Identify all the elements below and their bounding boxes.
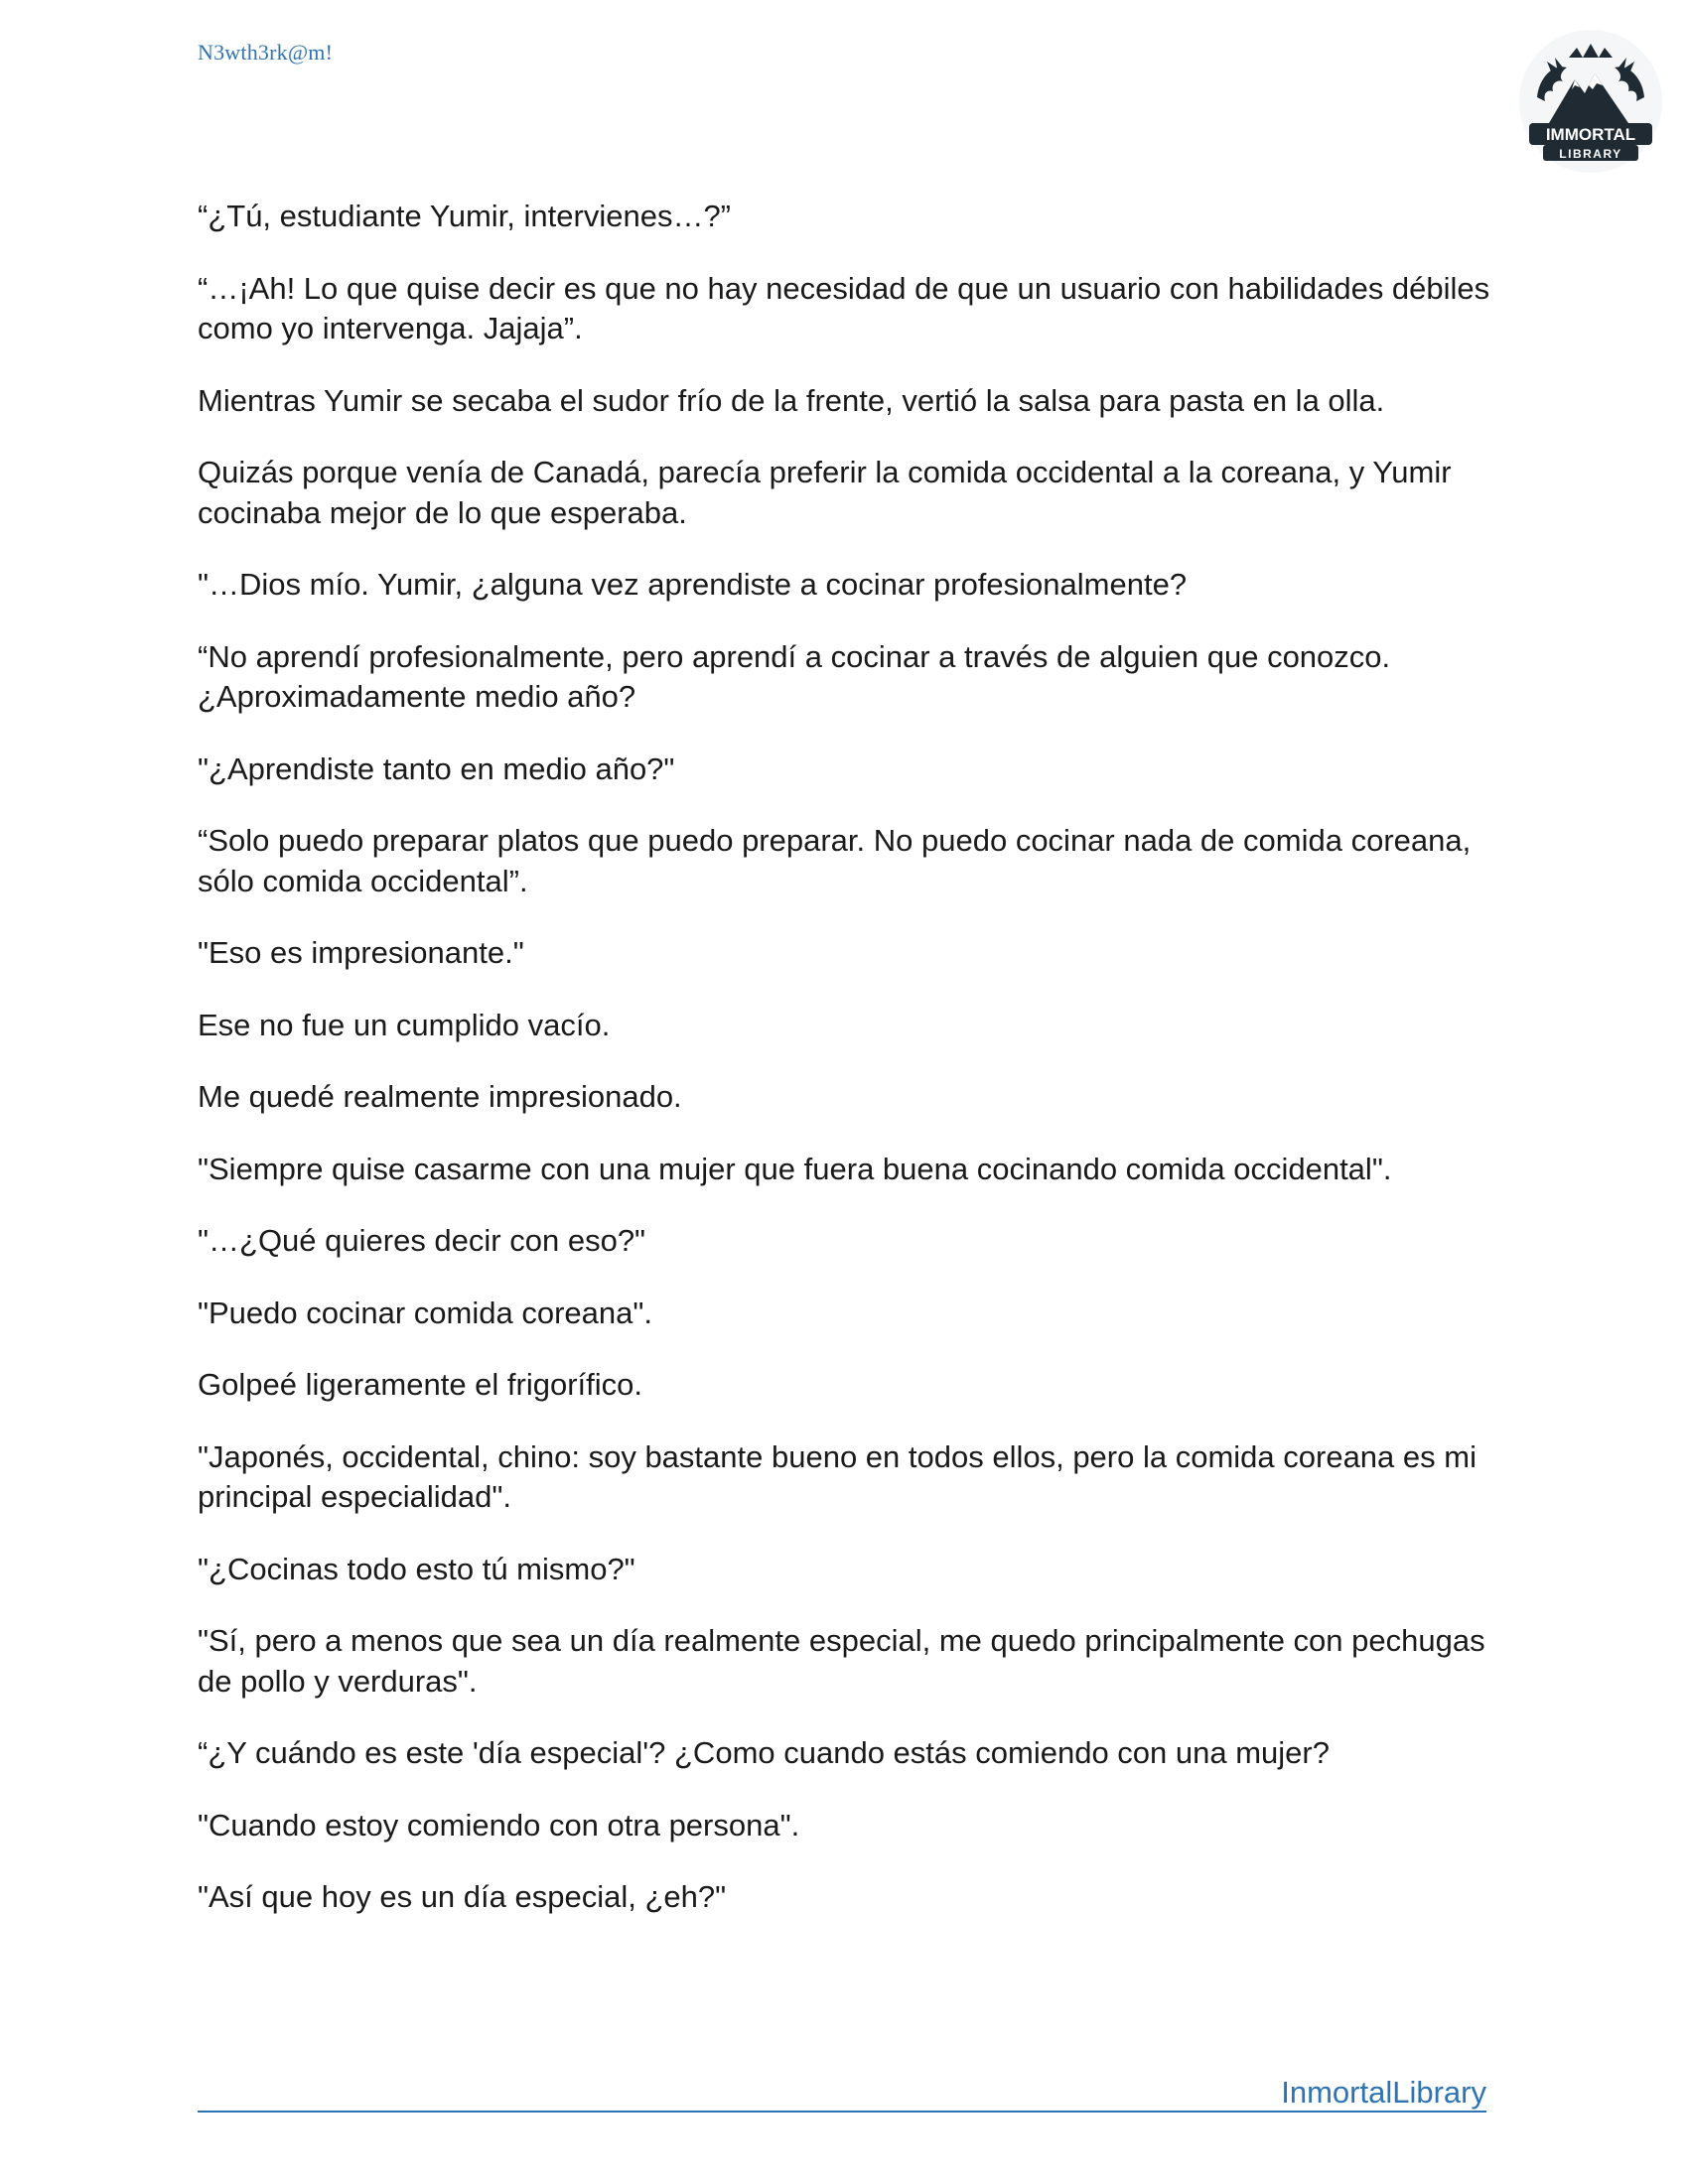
paragraph: "Cuando estoy comiendo con otra persona". <box>198 1807 800 1843</box>
paragraph: "¿Aprendiste tanto en medio año?" <box>198 751 675 786</box>
paragraph: Me quedé realmente impresionado. <box>198 1079 682 1114</box>
paragraph: "¿Cocinas todo esto tú mismo?" <box>198 1551 635 1586</box>
paragraph: “…¡Ah! Lo que quise decir es que no hay necesidad de que un usuario con habilidades débiles como yo intervenga. Jajaja”. <box>198 270 1490 345</box>
paragraph: “Solo puedo preparar platos que puedo preparar. No puedo cocinar nada de comida coreana, sólo comida occidental”. <box>198 823 1472 898</box>
paragraph: "Siempre quise casarme con una mujer que fuera buena cocinando comida occidental". <box>198 1151 1392 1186</box>
paragraph: "Sí, pero a menos que sea un día realmente especial, me quedo principalmente con pechugas de pollo y verduras". <box>198 1623 1485 1699</box>
paragraph: "Puedo cocinar comida coreana". <box>198 1295 652 1330</box>
paragraph: Mientras Yumir se secaba el sudor frío de la frente, vertió la salsa para pasta en la olla. <box>198 382 1385 418</box>
paragraph: Quizás porque venía de Canadá, parecía preferir la comida occidental a la coreana, y Yumir cocinaba mejor de lo que esperaba. <box>198 455 1452 530</box>
paragraph: Ese no fue un cumplido vacío. <box>198 1007 611 1042</box>
logo-text-line1: IMMORTAL <box>1545 125 1636 144</box>
paragraph: “No aprendí profesionalmente, pero aprendí a cocinar a través de alguien que conozco. ¿Aproximadamente medio año? <box>198 638 1391 714</box>
paragraph: “¿Y cuándo es este 'día especial'? ¿Como cuando estás comiendo con una mujer? <box>198 1735 1330 1770</box>
paragraph: "Eso es impresionante." <box>198 935 524 970</box>
paragraph: Golpeé ligeramente el frigorífico. <box>198 1367 643 1402</box>
paragraph: "…Dios mío. Yumir, ¿alguna vez aprendiste a cocinar profesionalmente? <box>198 567 1188 602</box>
paragraph: "Así que hoy es un día especial, ¿eh?" <box>198 1879 727 1914</box>
paragraph: "Japonés, occidental, chino: soy bastante bueno en todos ellos, pero la comida coreana es mi principal especialidad". <box>198 1438 1477 1514</box>
paragraph: “¿Tú, estudiante Yumir, intervienes…?” <box>198 199 732 233</box>
immortal-library-logo <box>1517 28 1664 175</box>
paragraph: "…¿Qué quieres decir con eso?" <box>198 1223 646 1258</box>
footer-divider <box>198 2111 1486 2113</box>
logo-text-line2: LIBRARY <box>1559 147 1622 161</box>
document-body <box>198 197 1498 1950</box>
header-watermark: N3wth3rk@m! <box>198 40 334 65</box>
footer-library-link[interactable]: InmortalLibrary <box>1281 2075 1486 2110</box>
